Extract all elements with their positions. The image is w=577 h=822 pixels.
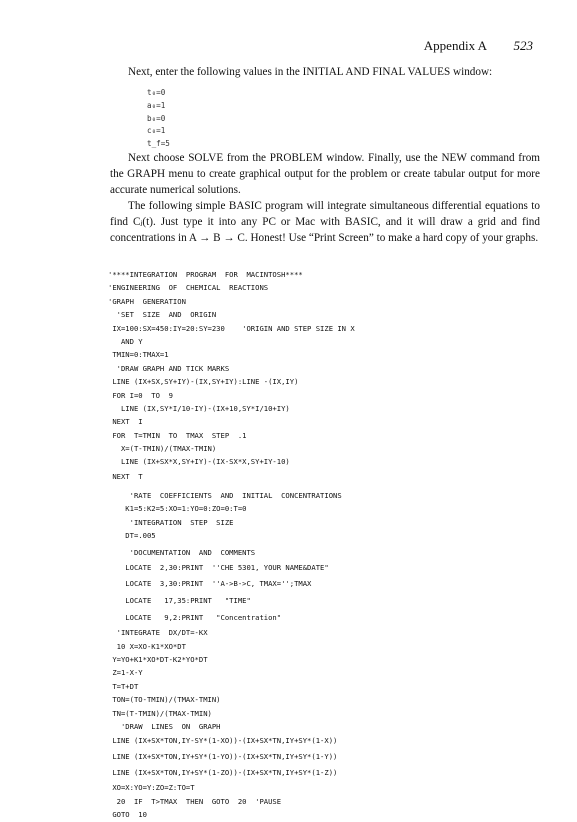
code-line: 'SET SIZE AND ORIGIN — [108, 310, 217, 320]
code-line: NEXT T — [108, 471, 143, 481]
code-line: LINE (IX+SX*X,SY+IY)-(IX-SX*X,SY+IY-10) — [108, 457, 290, 467]
code-line: 'DRAW LINES ON GRAPH — [108, 721, 221, 731]
code-line: LINE (IX+SX*TON,IY+SY*(1-YO))-(IX+SX*TN,IY+SY*(1-Y)) — [108, 752, 338, 762]
code-line: LOCATE 9,2:PRINT "Concentration" — [108, 612, 282, 622]
code-line: LINE (IX,SY*I/10-IY)-(IX+10,SY*I/10+IY) — [108, 403, 290, 413]
basic-text: The following simple BASIC program will integrate simultaneous differential equations to find Cⱼ(t). Just type it into any PC or Mac with BASIC, and it will draw a grid and find concentrations in A → B → C. Honest! Use “Print Screen” to make a hard copy of your graphs. — [110, 200, 540, 244]
code-line: X=(T-TMIN)/(TMAX-TMIN) — [108, 444, 217, 454]
code-line: TMIN=0:TMAX=1 — [108, 350, 169, 360]
code-line: K1=5:K2=5:XO=1:YO=0:ZO=0:T=0 — [108, 504, 247, 514]
code-line: Y=YO+K1*XO*DT-K2*YO*DT — [108, 654, 208, 664]
code-line: XO=X:YO=Y:ZO=Z:TO=T — [108, 783, 195, 793]
code-line: FOR T=TMIN TO TMAX STEP .1 — [108, 430, 247, 440]
code-line: LINE (IX+SX,SY+IY)-(IX,SY+IY):LINE -(IX,IY) — [108, 377, 299, 387]
code-line: 'ENGINEERING OF CHEMICAL REACTIONS — [108, 283, 269, 293]
code-line: 10 X=XO-K1*XO*DT — [108, 641, 186, 651]
code-line: 20 IF T>TMAX THEN GOTO 20 'PAUSE — [108, 796, 282, 806]
intro-paragraph — [110, 64, 540, 80]
value-b0: b₀=0 — [147, 113, 166, 123]
code-line: TN=(T-TMIN)/(TMAX-TMIN) — [108, 708, 212, 718]
code-line: IX=100:SX=450:IY=20:SY=230 'ORIGIN AND STEP SIZE IN X — [108, 323, 355, 333]
value-c0: c₀=1 — [147, 126, 166, 136]
code-line: LINE (IX+SX*TON,IY-SY*(1-XO))-(IX+SX*TN,IY+SY*(1-X)) — [108, 736, 338, 746]
code-line: AND Y — [108, 336, 143, 346]
code-line: T=T+DT — [108, 681, 139, 691]
code-line: GOTO 10 — [108, 810, 147, 820]
solve-text: Next choose SOLVE from the PROBLEM window. Finally, use the NEW command from the GRAPH menu to create graphical output for the problem or create tabular output for more accurate numerical solutions. — [110, 152, 540, 196]
value-a0: a₀=1 — [147, 100, 166, 110]
code-line: 'INTEGRATION STEP SIZE — [108, 517, 234, 527]
code-line: 'GRAPH GENERATION — [108, 296, 186, 306]
page-number: 523 — [513, 38, 533, 53]
code-line: DT=.005 — [108, 531, 156, 541]
chapter-title: Appendix A — [423, 38, 487, 53]
code-line: LOCATE 3,30:PRINT ''A->B->C, TMAX='';TMAX — [108, 579, 312, 589]
code-line: 'DRAW GRAPH AND TICK MARKS — [108, 363, 230, 373]
code-line: LINE (IX+SX*TON,IY+SY*(1-ZO))-(IX+SX*TN,IY+SY*(1-Z)) — [108, 768, 338, 778]
code-line: 'DOCUMENTATION AND COMMENTS — [108, 548, 256, 558]
value-tf: t_f=5 — [147, 139, 170, 149]
code-line: '****INTEGRATION PROGRAM FOR MACINTOSH**** — [108, 270, 303, 279]
code-line: NEXT I — [108, 417, 143, 427]
code-line: Z=1-X-Y — [108, 668, 143, 678]
basic-paragraph — [110, 198, 540, 246]
code-line: LOCATE 17,35:PRINT "TIME" — [108, 596, 251, 605]
code-line: LOCATE 2,30:PRINT ''CHE 5301, YOUR NAME&DATE" — [108, 562, 329, 572]
code-line: TON=(TO-TMIN)/(TMAX-TMIN) — [108, 695, 221, 705]
code-line: FOR I=0 TO 9 — [108, 390, 173, 400]
basic-program-listing — [108, 268, 558, 821]
code-line: 'RATE COEFFICIENTS AND INITIAL CONCENTRATIONS — [108, 490, 342, 500]
intro-text: Next, enter the following values in the INITIAL AND FINAL VALUES window: — [128, 66, 493, 78]
value-t0: t₀=0 — [147, 88, 166, 97]
solve-paragraph — [110, 150, 540, 198]
code-line: 'INTEGRATE DX/DT=-KX — [108, 628, 208, 638]
initial-values-list — [147, 87, 170, 151]
